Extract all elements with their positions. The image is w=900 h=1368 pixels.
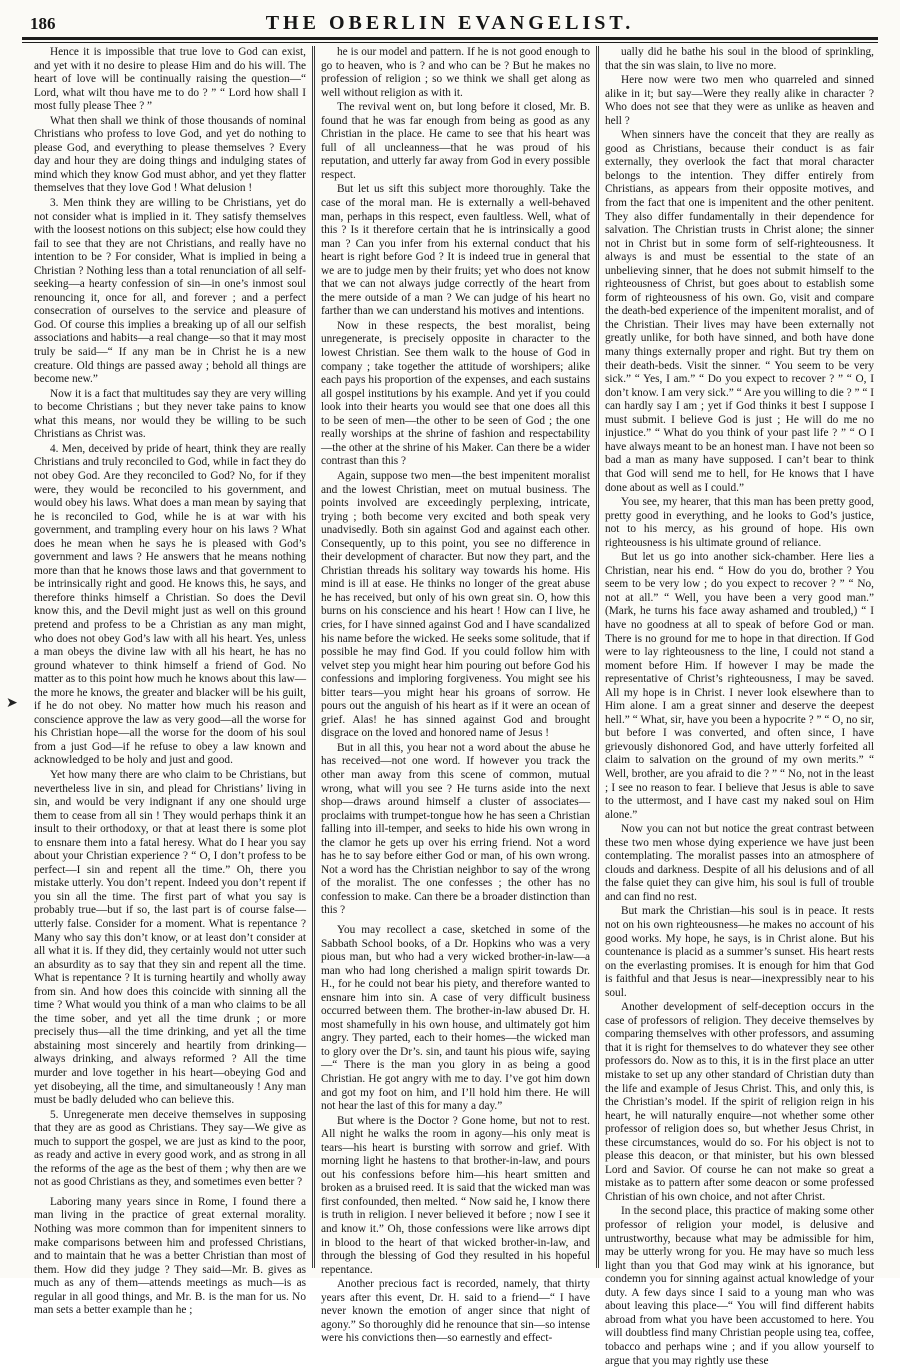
paragraph: Yet how many there are who claim to be Christians, but nevertheless live in sin, and plead for Christians’ living in sin, and would be very indignant if any one should urge them to cease from all sin ! They would perhaps think it an insult to their orthodoxy, or that at least there is some plot to ensnare them into a fatal heresy. What do I hear you say about your Christian experience ? “ O, I don’t profess to be perfect—I sin and repent all the time.” Oh, there you mistake utterly. You don’t repent. Indeed you don’t repent if you sin all the time. The first part of what you say is probably true—but if so, the last part is of course false—utterly false. Consider for a moment. What is repentance ? Many who say this don’t know, or at least don’t consider at all what it is. If they did, they certainly would not utter such an absurdity as to say that they sin and repent all the time. What is repentance ? It is turning heartily and wholly away from sin. And how does this coincide with sinning all the time ? What would you think of a man who claims to be all the time sober, and yet all the time drunk ; or more precisely thus—all the time drinking, and yet all the time abstaining most sincerely and heartily from drinking—always drinking, and always reformed ? All the time murder and love together in his heart—obeying God and yet disobeying, all the time, and simultaneously ! Any man must be badly deluded who can believe this. — [34, 768, 306, 1107]
paragraph: Hence it is impossible that true love to God can exist, and yet with it no desire to please Him and do his will. The heart of love will be continually raising the question—“ Lord, what wilt thou have me to do ? ” “ Lord how shall I most fully please Thee ? ” — [34, 46, 306, 113]
column-2 — [312, 46, 596, 1345]
paragraph: The revival went on, but long before it closed, Mr. B. found that he was far enough from being as good as any Christian in the place. He came to see that his heart was full of all uncleanness—that he was proud of his reputation, and utterly far away from God in every possible respect. — [321, 101, 590, 181]
paragraph: Now you can not but notice the great contrast between these two men whose dying experience we have just been contemplating. The moralist passes into an atmosphere of clouds and darkness. Despite of all his delusions and of all the false quiet they can give him, his soul is full of trouble and can find no rest. — [605, 823, 874, 903]
paragraph: But mark the Christian—his soul is in peace. It rests not on his own righteousness—he makes no account of his good works. My hope, he says, is in Christ alone. But his countenance is placid as a summer’s sunset. His heart rests on the everlasting promises. It is enough for him that God is faithful and that Jesus is near—inexpressibly near to his soul. — [605, 905, 874, 999]
column-3 — [596, 46, 880, 1367]
paragraph: But let us go into another sick-chamber. Here lies a Christian, near his end. “ How do you do, brother ? You seem to be very low ; do you expect to recover ? ” “ No, not at all.” “ Well, you have been a very good man.” (Mark, he turns his face away ashamed and troubled,) “ I have no goodness at all to speak of before God or man. There is no ground for me to hope in that direction. If God were to lay righteousness to the line, I could not stand a moment before Him. If however I may be made the representative of Christ’s righteousness, I may be saved. All my hope is in Christ. I never look elsewhere than to Him alone. I am a great sinner and deserve the deepest hell.” “ What, sir, have you been a hypocrite ? ” “ O, no sir, but before I was converted, and often since, I have grievously dishonored God, and have utterly forfeited all claim to salvation on the ground of my own merits.” “ Well, brother, are you afraid to die ? ” “ No, not in the least ; I see no reason to fear. I believe that Jesus is able to save to the uttermost, and I have cast my naked soul on Him alone.” — [605, 551, 874, 821]
column-1 — [28, 46, 312, 1317]
paragraph: Another precious fact is recorded, namely, that thirty years after this event, Dr. H. said to a friend—“ I have never known the emotion of anger since that night of agony.” So thoroughly did he renounce that sin—so intense were his convictions then—so earnestly and effect- — [321, 1278, 590, 1345]
paragraph: When sinners have the conceit that they are really as good as Christians, because their conduct is as fair externally, they overlook the fact that moral character belongs to the intention. They differ entirely from Christians, as appears from their opposite motives, and from the fact that one is impenitent and the other penitent. They also differ fundamentally in their dependence for salvation. The Christian trusts in Christ alone; the sinner not in Christ but in some form of self-righteousness. It always is and must be essential to the state of an unbelieving sinner, that he does not submit himself to the righteousness of Christ, but goes about to establish some form of righteousness of his own. Go, visit and compare the death-bed experience of the impenitent moralist, and of the Christian. Their lives may have been externally not greatly unlike, for both have sinned, and both have done many things externally proper and right. But try them on their death-beds. Visit the sinner. “ You seem to be very sick.” “ Yes, I am.” “ Do you expect to recover ? ” “ O, I don’t know. I am very sick.” “ Are you willing to die ? ” “ I can hardly say I am ; yet if God thinks it best I suppose I must submit. I believe God is just ; He will do me no injustice.” “ What do you think of your past life ? ” “ O I have always meant to be an honest man. I have not been so bad a man as many have supposed. I can’t bear to think that God will send me to hell, for He knows that I have done about as well as I could.” — [605, 129, 874, 494]
paragraph: Again, suppose two men—the best impenitent moralist and the lowest Christian, meet on mutual business. The points involved are exceedingly perplexing, intricate, trying ; both become very excited and both speak very unadvisedly. Both sin against God and against each other. Consequently, up to this point, you see no difference in their development of character. But now they part, and the Christian threads his solitary way towards his home. His mind is ill at ease. He thinks no longer of the great abuse he has received, but only of his own great sin. O, how this burns on his conscience and his heart ! How can I live, he cries, for I have sinned against God and I have scandalized his name before the wicked. He seeks some solitude, that if possible he may find God. If you could follow him with velvet step you might hear him pouring out before God his confessions and imploring forgiveness. You might see his bitter tears—you might hear his groans of sorrow. He pours out the anguish of his heart as if it were an ocean of grief. Alas! he has sinned against God and brought disgrace on the loved and honored name of Jesus ! — [321, 469, 590, 740]
paragraph: You may recollect a case, sketched in some of the Sabbath School books, of a Dr. Hopkins who was a very pious man, but who had a very wicked brother-in-law—a man who had long cherished a malign spirit towards Dr. H., for he could not bear his piety, and therefore wanted to ensnare him into sin. A case of very difficult business occurred between them. The brother-in-law abused Dr. H. most shamefully in his own house, and ultimately got him angry. They parted, each to their homes—the wicked man to glory over the Dr’s. sin, and taunt his pious wife, saying—“ There is the man you glory in as being a good Christian. He got angry with me to day. I’ve got him down and got my foot on him, and I’ll hold him there. He will not hear the last of this for many a day.” — [321, 924, 590, 1113]
masthead-title: THE OBERLIN EVANGELIST. — [265, 12, 635, 34]
paragraph: Laboring many years since in Rome, I found there a man living in the practice of great external morality. Nothing was more common than for impenitent sinners to make comparisons between him and professed Christians, and to maintain that he was a better Christian than most of them. How did they judge ? They said—Mr. B. gives as much as any of them—attends meetings as much—is as regular in all good things, and Mr. B. is the man for us. No man sets a better example than he ; — [34, 1195, 306, 1317]
text-columns — [28, 46, 880, 1367]
paragraph: he is our model and pattern. If he is not good enough to go to heaven, who is ? and who can be ? But he makes no profession of religion ; so we think we shall get along as well without religion as with it. — [321, 46, 590, 99]
paragraph: In the second place, this practice of making some other professor of religion your model, is delusive and untrustworthy, because what may be admissible for him, may be utterly wrong for you. He may have so much less light than you that God may wink at his ignorance, but condemn you for sinning against actual knowledge of your duty. A few days since I said to a young man who was about leaving this place—“ You will find different habits abroad from what you have been accustomed to here. You will doubtless find many Christian people using tea, coffee, tobacco and perhaps wine ; and if you allow yourself to argue that you may rightly use these — [605, 1205, 874, 1367]
margin-arrow-icon: ➤ — [6, 696, 18, 711]
paragraph: What then shall we think of those thousands of nominal Christians who profess to love God, and yet do nothing to please God, and everything to please themselves ? Every day and hour they are doing things and indulging states of mind which they know God must abhor, and yet they flatter themselves that they love God ! What delusion ! — [34, 114, 306, 195]
paragraph: But let us sift this subject more thoroughly. Take the case of the moral man. He is externally a well-behaved man, perhaps in this respect, even faultless. Well, what of this ? Is it therefore certain that he is intrinsically a good man ? Can you infer from his external conduct that his heart is right before God ? It is indeed true in general that we are to judge men by their fruits; yet who does not know that we can not always judge correctly of the heart from the mere outside of a man ? We can judge of his heart no farther than we can understand his motives and intentions. — [321, 183, 590, 318]
paragraph: But in all this, you hear not a word about the abuse he has received—not one word. If however you track the other man away from this scene of common, mutual wrong, what will you see ? He turns aside into the next shop—draws around himself a cluster of associates—proclaims with trumpet-tongue how he has seen a Christian falling into ill-temper, and seeks to hide his own wrong in the clamor he gets up over his erring friend. Not a word has he to say before either God or man, of his own wrong. Not a word has the Christian neighbor to say of the wrong of the moralist. The one confesses ; the other has no confession to make. Can there be a broader distinction than this ? — [321, 741, 590, 917]
paragraph: Here now were two men who quarreled and sinned alike in it; but say—Were they really alike in character ? Who does not see that they were as unlike as heaven and hell ? — [605, 74, 874, 127]
header-rule-thick — [22, 37, 878, 40]
page-number: 186 — [30, 14, 56, 33]
paragraph: Now it is a fact that multitudes say they are very willing to become Christians ; but they never take pains to know what this means, nor would they be willing to be such Christians as Christ was. — [34, 387, 306, 441]
paragraph: 3. Men think they are willing to be Christians, yet do not consider what is implied in it. They satisfy themselves with the loosest notions on this subject; else how could they fail to see that they are not Christians, and really have no intention to be ? For consider, What is implied in being a Christian ? Nothing less than a total renunciation of all self-seeking—a hearty confession of sin—in one’s inmost soul renouncing it, once for all, and forever ; and a perfect consecration of ourselves to the service and pleasure of God. Of course this implies a breaking up of all our selfish associations and habits—a real change—so that it may most truly be said—“ If any man be in Christ he is a new creature. Old things are passed away ; behold all things are become new.” — [34, 197, 306, 386]
paragraph: 4. Men, deceived by pride of heart, think they are really Christians and truly reconciled to God, while in fact they do not obey God. Are they reconciled to God? No, for if they were, they would be reconciled to his government, and would obey his laws. What does a man mean by saying that he is reconciled to God, while he is at war with his government, and trampling every hour on his laws ? What does he mean when he says he is pleased with God’s government and laws ? He answers that he means nothing more than that he knows those laws and that government to be intrinsically right and good. He knows this, he says, and therefore thinks himself a Christian. So does the Devil know this, and the Devil might just as well on this ground pretend and profess to be a Christian as any man might, who does not obey God’s law with all his heart. Yes, unless a man obeys the divine law with all his heart, he has no ground whatever to think himself a friend of God. No matter as to this point how much he knows about this law—the more he knows, the greater and blacker will be his guilt, if he do not obey. No matter how much his reason and conscience approve the law as very good—all the worse for his Christian hope—all the worse for the doom of his soul from a just God—if he refuse to obey a law known and acknowledged to be holy and just and good. — [34, 442, 306, 767]
paragraph: 5. Unregenerate men deceive themselves in supposing that they are as good as Christians. They say—We give as much to support the gospel, we are just as kind to the poor, as ready and active in every good work, and as strong in all the reforms of the age as the best of them ; why then are we not as good Christians as they, and sometimes even better ? — [34, 1108, 306, 1189]
paragraph: You see, my hearer, that this man has been pretty good, pretty good in everything, and he looks to God’s justice, not to his mercy, as his ground of hope. His own righteousness is his ultimate ground of reliance. — [605, 496, 874, 549]
paragraph: But where is the Doctor ? Gone home, but not to rest. All night he walks the room in agony—his only meat is tears—his heart is bursting with sorrow and grief. With morning light he hastens to that brother-in-law, and pours out his confessions before him—his heart smitten and broken as a bruised reed. It is said that the wicked man was first confounded, then melted. “ Now said he, I know there is truth in religion. I never believed it before ; now I see it and know it.” Oh, those confessions were like arrows dipt in blood to the heart of that wicked brother-in-law, and through the blessing of God they resulted in his hopeful repentance. — [321, 1114, 590, 1276]
paragraph: ually did he bathe his soul in the blood of sprinkling, that the sin was slain, to live no more. — [605, 46, 874, 72]
paragraph: Another development of self-deception occurs in the case of professors of religion. They deceive themselves by comparing themselves with other professors, and assuming that it is right for themselves to do whatever they see other professors do. Now as to this, it is in the first place an utter mistake to set up any other standard of Christian duty than the life and example of Jesus Christ. This, and only this, is the Christian’s model. If the spirit of religion reign in his heart, he will naturally enquire—not whether some other professor of religion does so, but whether Jesus Christ, in these circumstances, would do so. For his object is not to please this deacon, or that minister, but his own blessed Lord and Savior. Of course he can not make so great a mistake as to pattern after some deacon or some professed Christian of his own choice, and not after Christ. — [605, 1001, 874, 1203]
page-header — [22, 8, 878, 40]
header-rule-thin — [22, 42, 878, 43]
paragraph: Now in these respects, the best moralist, being unregenerate, is precisely opposite in character to the lowest Christian. See them walk to the house of God in company ; take together the attitude of worshipers; alike each pays his proportion of the expenses, and each sustains all gospel institutions by his example. And yet if you could look into their hearts you would see that one does all this to be seen of men—the other to be seen of God ; the one really worships at the shrine of fashion and respectability—the other at the shrine of his Maker. Can there be a wider contrast than this ? — [321, 319, 590, 468]
